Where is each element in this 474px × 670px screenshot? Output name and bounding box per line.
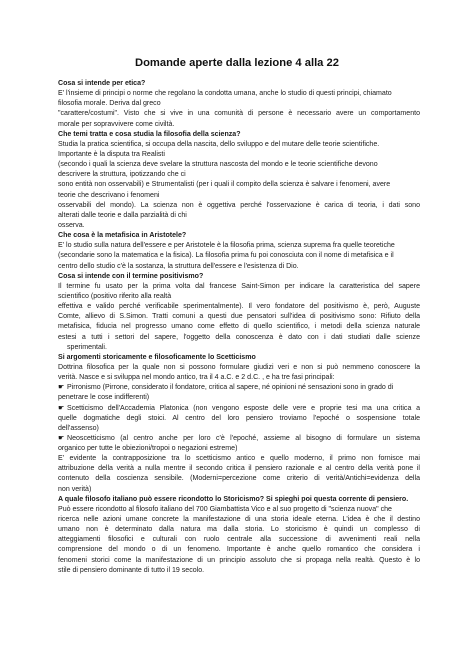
text-line bbox=[58, 322, 420, 332]
line-text: organico per tutte le obiezioni/tropoi o negazioni estreme) bbox=[58, 445, 238, 453]
text-line bbox=[58, 464, 420, 474]
text-line bbox=[58, 485, 420, 495]
line-text: E' l'insieme di principi o norme che regolano la condotta umana, anche lo studio di questi principi, chiamato bbox=[58, 90, 392, 98]
line-text: alterati dalle teorie e dalla parzialità di chi bbox=[58, 211, 187, 219]
text-line bbox=[58, 525, 420, 535]
text-line bbox=[58, 140, 420, 150]
line-text: Il termine fu usato per la prima volta dal francese Saint-Simon per indicare la caratteristica del sapere bbox=[58, 282, 420, 290]
text-line bbox=[58, 302, 420, 312]
line-text: osservabili del mondo). La scienza non è oggettiva perché l'osservazione è carica di teoria, i dati sono bbox=[58, 201, 420, 209]
line-text: Comte, allievo di S.Simon. Tratti comuni a questi due pensatori sull'idea di positivismo sono: Rifiuto della bbox=[58, 313, 420, 321]
line-text: comprensione del mondo o di un fenomeno. Importante è anche quello romantico che considera i bbox=[58, 546, 420, 554]
line-text: ricerca nelle azioni umane concrete la manifestazione di una storia ideale eterna. L'idea è che il destino bbox=[58, 516, 420, 524]
line-text: Cosa si intende con il termine positivismo? bbox=[58, 272, 204, 280]
line-text: stile di pensiero dominante di tutto il 19 secolo. bbox=[58, 566, 205, 574]
line-text: osserva. bbox=[58, 221, 85, 229]
text-line bbox=[58, 535, 420, 545]
text-line bbox=[58, 545, 420, 555]
line-text: (secondarie sono la matematica e la fisica). La filosofia prima fu poi conosciuta con il nome di metafisica e il bbox=[58, 252, 394, 260]
text-line bbox=[58, 566, 420, 576]
text-line bbox=[58, 191, 420, 201]
pointing-hand-icon: ☛ bbox=[58, 404, 65, 412]
text-line bbox=[58, 160, 420, 170]
line-text: sono entità non osservabili) e Strumentalisti (per i quali il compito della scienza è salvare i fenomeni, avere bbox=[58, 181, 391, 189]
line-text: E' evidente la contrapposizione tra lo scetticismo antico e quello moderno, il primo non fornisce mai bbox=[58, 455, 420, 463]
line-text: Studia la pratica scientifica, si occupa della nascita, dello sviluppo e del mutare delle teorie scientifiche. bbox=[58, 140, 380, 148]
text-line bbox=[58, 312, 420, 322]
page-title: Domande aperte dalla lezione 4 alla 22 bbox=[135, 57, 339, 69]
text-line bbox=[58, 556, 420, 566]
text-line bbox=[58, 201, 420, 211]
line-text: quelle dogmatiche degli stoici. Al centro del loro pensiero troviamo l'epoché o sospensione totale bbox=[58, 414, 420, 422]
text-line bbox=[58, 383, 420, 393]
text-line bbox=[58, 414, 420, 424]
text-line bbox=[58, 444, 420, 454]
text-line bbox=[58, 515, 420, 525]
line-text: fenomeni storici come la manifestazione di un principio assoluto che si propaga nella realtà. Questo è lo bbox=[58, 556, 420, 564]
question-heading bbox=[58, 353, 420, 363]
question-heading bbox=[58, 495, 420, 505]
text-line bbox=[58, 89, 420, 99]
text-line bbox=[58, 363, 420, 373]
line-text: atteggiamenti filosofici e culturali con ruolo centrale alla successione di avvenimenti reali nella bbox=[58, 536, 420, 544]
text-line bbox=[58, 241, 420, 251]
text-line bbox=[58, 262, 420, 272]
text-line bbox=[58, 343, 420, 353]
line-text: non verità) bbox=[58, 485, 92, 493]
line-text: Può essere ricondotto al filosofo italiano del 700 Giambattista Vico e al suo progetto di "scienza nuova" che bbox=[58, 505, 392, 513]
line-text: estesi a tutti i settori del sapere, l'oggetto della conoscenza è dato con i dati studiati dalle scienze bbox=[58, 333, 420, 341]
text-line bbox=[58, 434, 420, 444]
text-line bbox=[58, 180, 420, 190]
line-text: E' lo studio sulla natura dell'essere e per Aristotele è la filosofia prima, scienza suprema fra quelle teoretiche bbox=[58, 242, 395, 250]
line-text: sperimentali. bbox=[67, 343, 107, 351]
line-text: effettiva e valido perché verificabile sperimentalmente). Il vero fondatore del positivismo è, però, Auguste bbox=[58, 303, 420, 311]
line-text: Si argomenti storicamente e filosoficamente lo Scetticismo bbox=[58, 353, 256, 361]
question-heading bbox=[58, 130, 420, 140]
line-text: Scetticismo dell'Accademia Platonica (non vengono esposte delle vere e proprie tesi ma una critica a bbox=[67, 404, 420, 412]
line-text: Che cosa è la metafisica in Aristotele? bbox=[58, 232, 187, 240]
text-line bbox=[58, 251, 420, 261]
text-line bbox=[58, 170, 420, 180]
text-line bbox=[58, 292, 420, 302]
line-text: centro dello studio c'è la sostanza, la struttura dell'essere e l'esistenza di Dio. bbox=[58, 262, 299, 270]
text-line bbox=[58, 120, 420, 130]
question-heading bbox=[58, 231, 420, 241]
text-line bbox=[58, 109, 420, 119]
line-text: contenuto della coscienza sensibile. (Moderni=percezione come criterio di verità/Antichi=evidenza della bbox=[58, 475, 420, 483]
line-text: Che temi tratta e cosa studia la filosofia della scienza? bbox=[58, 130, 241, 138]
text-line bbox=[58, 474, 420, 484]
line-text: (secondo i quali la scienza deve svelare la struttura nascosta del mondo e le teorie scientifiche devono bbox=[58, 161, 378, 169]
text-line bbox=[58, 404, 420, 414]
line-text: Neoscetticismo (al centro anche per loro c'è l'epoché, assieme al bisogno di formulare un sistema bbox=[67, 434, 420, 442]
line-text: filosofia morale. Deriva dal greco bbox=[58, 100, 161, 108]
line-text: penetrare le cose indifferenti) bbox=[58, 394, 150, 402]
text-line bbox=[58, 99, 420, 109]
line-text: verità. Nasce e si sviluppa nel mondo antico, tra il 4 a.C. e 2 d.C. , e ha tre fasi principali: bbox=[58, 374, 335, 382]
pointing-hand-icon: ☛ bbox=[58, 384, 65, 392]
line-text: "carattere/costumi". Visto che si vive in una comunità di persone è necessario avere un comportamento bbox=[58, 110, 420, 118]
text-line bbox=[58, 393, 420, 403]
text-line bbox=[58, 373, 420, 383]
line-text: Importante è la disputa tra Realisti bbox=[58, 150, 165, 158]
question-heading bbox=[58, 272, 420, 282]
line-text: umano non è determinato dalla natura ma dalla storia. Lo storicismo è quindi un complesso di bbox=[58, 526, 420, 534]
text-line bbox=[58, 150, 420, 160]
line-text: morale per sopravvivere come civiltà. bbox=[58, 120, 175, 128]
text-line bbox=[58, 333, 420, 343]
line-text: teorie che descrivano i fenomeni bbox=[58, 191, 160, 199]
text-line bbox=[58, 454, 420, 464]
line-text: Pirronismo (Pirrone, considerato il fondatore, critica al sapere, né opinioni né sensazioni sono in grado di bbox=[67, 384, 394, 392]
line-text: Cosa si intende per etica? bbox=[58, 80, 146, 87]
line-text: attribuzione della verità a nulla mentre il secondo critica il pensiero razionale e al centro della verità pone il bbox=[58, 465, 420, 473]
line-text: metafisica, fiducia nel progresso umano come effetto di quello scientifico, i metodi della scienza naturale bbox=[58, 323, 420, 331]
line-text: descrivere la struttura, ipotizzando che ci bbox=[58, 171, 186, 179]
line-text: dell'assenso) bbox=[58, 424, 99, 432]
text-line bbox=[58, 221, 420, 231]
line-text: Dottrina filosofica per la quale non si possono formulare giudizi veri e non si può nemmeno conoscere la bbox=[58, 363, 420, 371]
document-body bbox=[58, 79, 420, 576]
text-line bbox=[58, 282, 420, 292]
pointing-hand-icon: ☛ bbox=[58, 434, 65, 442]
line-text: scientifico (positivo riferito alla realtà bbox=[58, 292, 172, 300]
line-text: A quale filosofo italiano può essere ricondotto lo Storicismo? Si spieghi poi questa corrente di pensiero. bbox=[58, 495, 409, 503]
text-line bbox=[58, 211, 420, 221]
question-heading bbox=[58, 79, 420, 89]
text-line bbox=[58, 505, 420, 515]
text-line bbox=[58, 424, 420, 434]
